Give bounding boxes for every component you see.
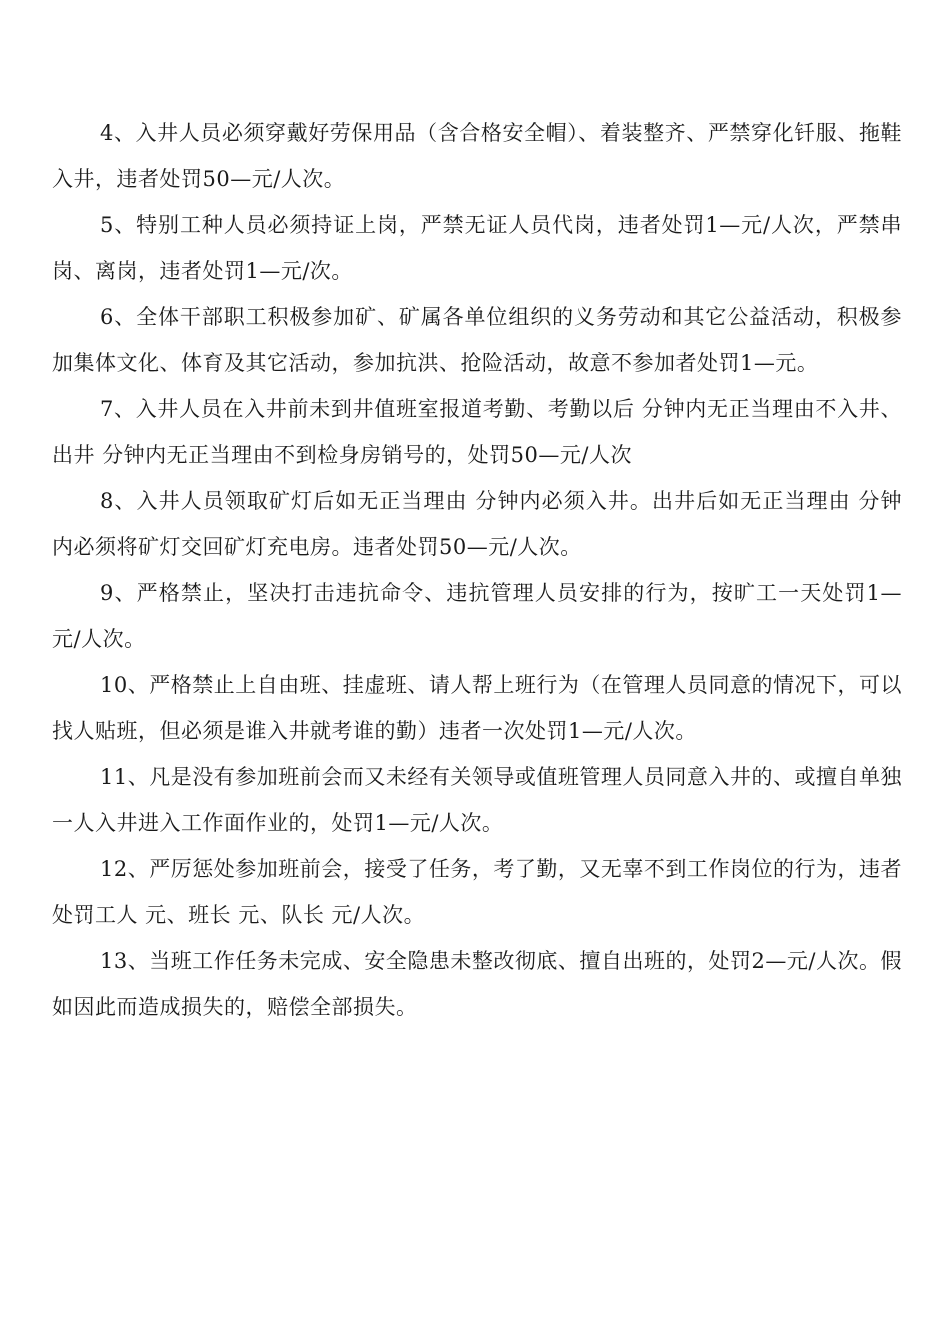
rule-paragraph-8: 8、入井人员领取矿灯后如无正当理由 分钟内必须入井。出井后如无正当理由 分钟内必须将矿灯交回矿灯充电房。违者处罚50—元/人次。: [52, 489, 902, 559]
rule-paragraph-5: 5、特别工种人员必须持证上岗，严禁无证人员代岗，违者处罚1—元/人次，严禁串岗、离岗，违者处罚1—元/次。: [52, 213, 902, 283]
rule-paragraph-7: 7、入井人员在入井前未到井值班室报道考勤、考勤以后 分钟内无正当理由不入井、出井 分钟内无正当理由不到检身房销号的，处罚50—元/人次: [52, 397, 902, 467]
rule-paragraph-4: 4、入井人员必须穿戴好劳保用品（含合格安全帽）、着装整齐、严禁穿化钎服、拖鞋入井，违者处罚50—元/人次。: [52, 121, 902, 191]
document-body: [52, 110, 902, 1030]
rule-paragraph-12: 12、严厉惩处参加班前会，接受了任务，考了勤，又无辜不到工作岗位的行为，违者处罚工人 元、班长 元、队长 元/人次。: [52, 857, 902, 927]
rule-paragraph-10: 10、严格禁止上自由班、挂虚班、请人帮上班行为（在管理人员同意的情况下，可以找人贴班，但必须是谁入井就考谁的勤）违者一次处罚1—元/人次。: [52, 673, 902, 743]
rule-paragraph-11: 11、凡是没有参加班前会而又未经有关领导或值班管理人员同意入井的、或擅自单独一人入井进入工作面作业的，处罚1—元/人次。: [52, 765, 902, 835]
rule-paragraph-9: 9、严格禁止，坚决打击违抗命令、违抗管理人员安排的行为，按旷工一天处罚1—元/人次。: [52, 581, 902, 651]
rule-paragraph-13: 13、当班工作任务未完成、安全隐患未整改彻底、擅自出班的，处罚2—元/人次。假如因此而造成损失的，赔偿全部损失。: [52, 949, 902, 1019]
rule-paragraph-6: 6、全体干部职工积极参加矿、矿属各单位组织的义务劳动和其它公益活动，积极参加集体文化、体育及其它活动，参加抗洪、抢险活动，故意不参加者处罚1—元。: [52, 305, 902, 375]
